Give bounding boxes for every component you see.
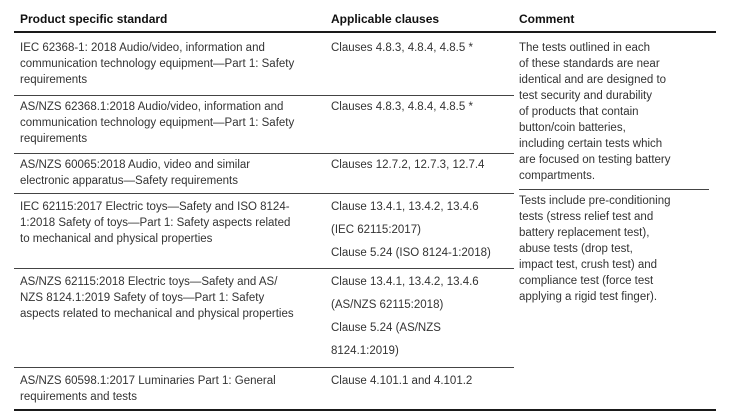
comment-cell: Tests include pre-conditioning tests (stress relief test and battery replacement test), abuse tests (drop test, impact test, crush test) and compliance test (force test applying a rigid test finger). [519, 195, 671, 303]
standard-cell: AS/NZS 62115:2018 Electric toys—Safety and AS/ NZS 8124.1:2019 Safety of toys—Part 1: Safety aspects related to mechanical and physical properties [20, 276, 294, 320]
clause-line: (AS/NZS 62115:2018) [331, 299, 444, 311]
clause-line: (IEC 62115:2017) [331, 224, 421, 236]
row-divider [14, 193, 514, 194]
clauses-cell [331, 199, 511, 261]
standard-cell: AS/NZS 60065:2018 Audio, video and similar electronic apparatus—Safety requirements [20, 159, 251, 187]
table-bottom-rule [14, 409, 716, 411]
clause-line: Clause 13.4.1, 13.4.2, 13.4.6 [331, 276, 479, 288]
standard-cell: IEC 62368-1: 2018 Audio/video, information and communication technology equipment—Part 1: Safety requirements [20, 42, 295, 86]
clauses-cell [331, 274, 511, 359]
header-comment: Comment [519, 12, 575, 26]
header-standard: Product specific standard [20, 12, 168, 26]
row-divider [14, 367, 514, 368]
standard-cell: AS/NZS 62368.1:2018 Audio/video, information and communication technology equipment—Part 1: Safety requirements [20, 101, 295, 145]
clause-line: Clause 5.24 (ISO 8124-1:2018) [331, 247, 491, 259]
row-divider [14, 268, 514, 269]
comment-cell: The tests outlined in each of these standards are near identical and are designed to test security and durability of products that contain button/coin batteries, including certain tests which are focused on testing battery compartments. [519, 42, 671, 182]
clause-line: Clauses 4.8.3, 4.8.4, 4.8.5 * [331, 42, 473, 54]
standard-cell: IEC 62115:2017 Electric toys—Safety and ISO 8124- 1:2018 Safety of toys—Part 1: Safety aspects related to mechanical and physical properties [20, 201, 291, 245]
clause-line: Clause 13.4.1, 13.4.2, 13.4.6 [331, 201, 479, 213]
row-divider [14, 95, 514, 96]
clauses-cell [331, 373, 511, 396]
clause-line: Clauses 12.7.2, 12.7.3, 12.7.4 [331, 159, 485, 171]
clause-line: 8124.1:2019) [331, 345, 399, 357]
header-clauses: Applicable clauses [331, 12, 440, 26]
comment-divider [519, 189, 709, 190]
clause-line: Clauses 4.8.3, 4.8.4, 4.8.5 * [331, 101, 473, 113]
row-divider [14, 153, 514, 154]
clause-line: Clause 5.24 (AS/NZS [331, 322, 441, 334]
clauses-cell [331, 157, 511, 180]
clauses-cell [331, 40, 511, 63]
standard-cell: AS/NZS 60598.1:2017 Luminaries Part 1: General requirements and tests [20, 375, 276, 403]
table-header [14, 6, 716, 33]
clause-line: Clause 4.101.1 and 4.101.2 [331, 375, 473, 387]
clauses-cell [331, 99, 511, 122]
